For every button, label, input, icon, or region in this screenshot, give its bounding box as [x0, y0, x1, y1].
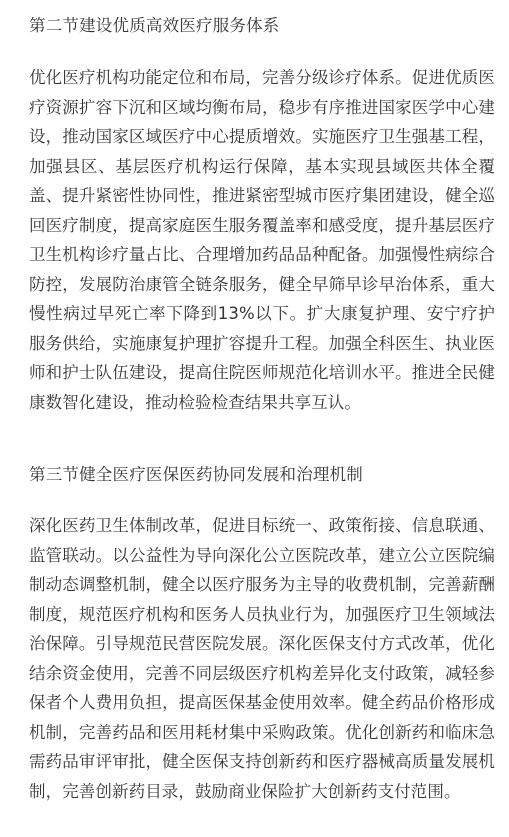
section-paragraph: 深化医药卫生体制改革，促进目标统一、政策衔接、信息联通、监管联动。以公益性为导向深化公立医院改革，建立公立医院编制动态调整机制，健全以医疗服务为主导的收费机制，完善薪酬制度，规范医疗机构和医务人员执业行为，加强医疗卫生领域法治保障。引导规范民营医院发展。深化医保支付方式改革，优化结余资金使用，完善不同层级医疗机构差异化支付政策，减轻参保者个人费用负担，提高医保基金使用效率。健全药品价格形成机制，完善药品和医用耗材集中采购政策。优化创新药和临床急需药品审评审批，健全医保支持创新药和医疗器械高质量发展机制，完善创新药目录，鼓励商业保险扩大创新药支付范围。: [29, 516, 495, 801]
section-heading: 第二节建设优质高效医疗服务体系: [29, 16, 280, 35]
section-heading: 第三节健全医疗医保医药协同发展和治理机制: [29, 465, 363, 484]
section-paragraph: 优化医疗机构功能定位和布局，完善分级诊疗体系。促进优质医疗资源扩容下沉和区域均衡布局，稳步有序推进国家医学中心建设，推动国家区域医疗中心提质增效。实施医疗卫生强基工程，加强县区、基层医疗机构运行保障，基本实现县域医共体全覆盖、提升紧密性协同性，推进紧密型城市医疗集团建设，健全巡回医疗制度，提高家庭医生服务覆盖率和感受度，提升基层医疗卫生机构诊疗量占比、合理增加药品品种配备。加强慢性病综合防控，发展防治康管全链条服务，健全早筛早诊早治体系，重大慢性病过早死亡率下降到13%以下。扩大康复护理、安宁疗护服务供给，实施康复护理扩容提升工程。加强全科医生、执业医师和护士队伍建设，提高住院医师规范化培训水平。推进全民健康数智化建设，推动检验检查结果共享互认。: [29, 68, 495, 412]
